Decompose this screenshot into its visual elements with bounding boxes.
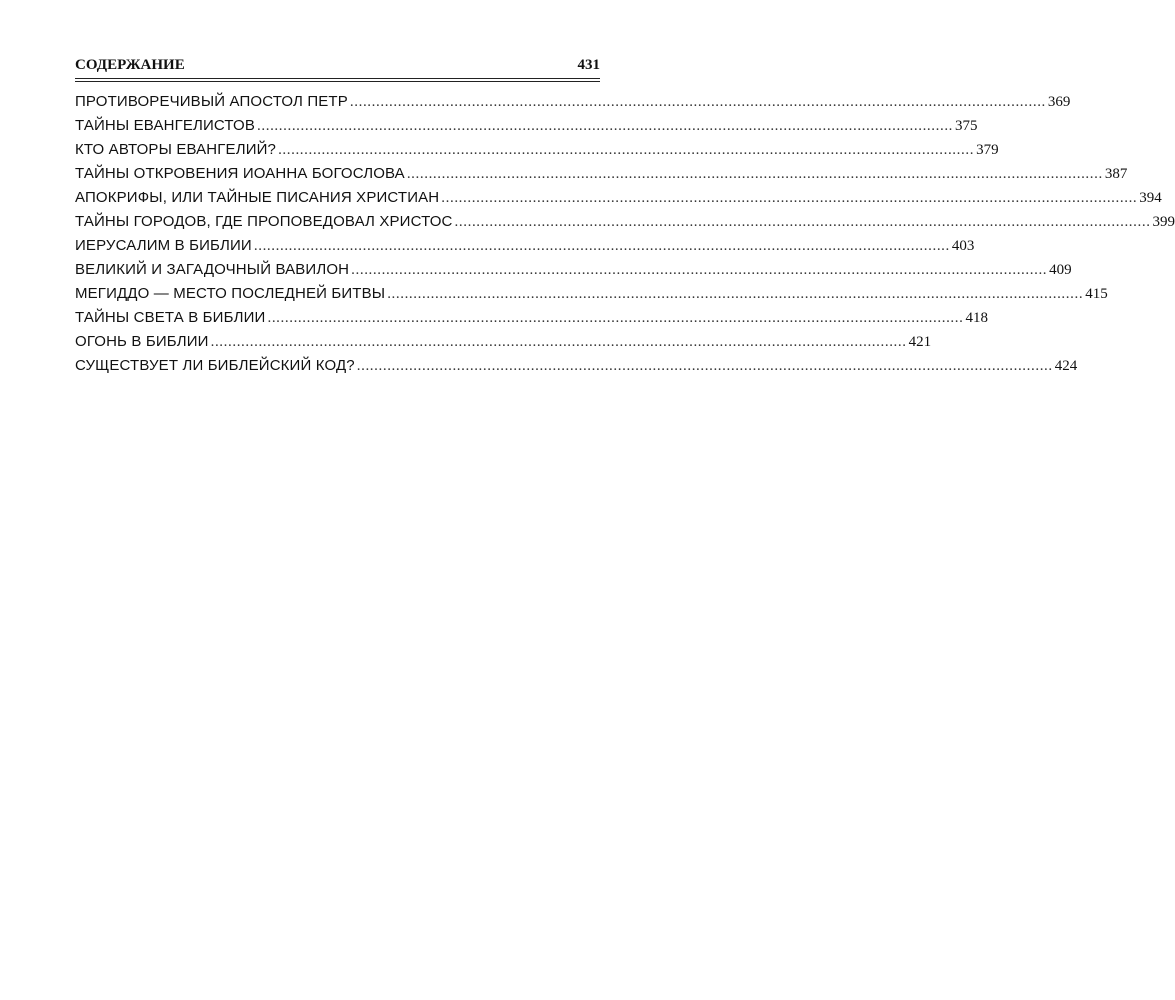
toc-entry [75,258,1072,282]
toc-dot-leader: ................................................................................................................................................................ [253,238,950,254]
toc-entry-title: ТАЙНЫ ГОРОДОВ, ГДЕ ПРОПОВЕДОВАЛ ХРИСТОС [75,213,453,230]
toc-entry-page: 424 [1054,358,1078,374]
toc-entry-page: 418 [965,310,988,326]
header-rule-thin [75,81,600,82]
toc-entry-title: ОГОНЬ В БИБЛИИ [75,333,209,350]
toc-entry-title: ТАЙНЫ СВЕТА В БИБЛИИ [75,309,266,326]
toc-dot-leader: ................................................................................................................................................................ [454,214,1151,230]
toc-dot-leader: ................................................................................................................................................................ [441,190,1138,206]
toc-dot-leader: ................................................................................................................................................................ [267,310,964,326]
toc-entry-page: 415 [1085,286,1108,302]
toc-entry [75,354,1078,378]
toc-entry [75,306,988,330]
running-header [75,56,600,74]
toc-entry-page: 375 [955,118,978,134]
toc-entry-title: АПОКРИФЫ, ИЛИ ТАЙНЫЕ ПИСАНИЯ ХРИСТИАН [75,189,440,206]
toc-entry-title: ПРОТИВОРЕЧИВЫЙ АПОСТОЛ ПЕТР [75,93,348,110]
table-of-contents [75,90,1175,378]
toc-entry-title: КТО АВТОРЫ ЕВАНГЕЛИЙ? [75,141,277,158]
section-title: СОДЕРЖАНИЕ [75,57,185,73]
toc-entry-page: 421 [908,334,932,350]
toc-entry-title: СУЩЕСТВУЕТ ЛИ БИБЛЕЙСКИЙ КОД? [75,357,355,374]
toc-dot-leader: ................................................................................................................................................................ [278,142,975,158]
toc-entry-title: МЕГИДДО — МЕСТО ПОСЛЕДНЕЙ БИТВЫ [75,285,386,302]
toc-entry-title: ТАЙНЫ ЕВАНГЕЛИСТОВ [75,117,256,134]
toc-entry-page: 387 [1104,166,1128,182]
toc-entry-title: ВЕЛИКИЙ И ЗАГАДОЧНЫЙ ВАВИЛОН [75,261,350,278]
toc-entry-title: ИЕРУСАЛИМ В БИБЛИИ [75,237,252,254]
toc-dot-leader: ................................................................................................................................................................ [387,286,1084,302]
toc-entry-page: 403 [951,238,975,254]
book-page [75,56,1175,378]
page-number: 431 [577,57,600,73]
toc-entry-page: 379 [976,142,999,158]
toc-dot-leader: ................................................................................................................................................................ [349,94,1046,110]
toc-entry [75,186,1162,210]
toc-entry [75,138,999,162]
toc-entry [75,90,1071,114]
toc-entry [75,282,1108,306]
toc-dot-leader: ................................................................................................................................................................ [210,334,907,350]
toc-dot-leader: ................................................................................................................................................................ [257,118,954,134]
toc-entry [75,330,932,354]
toc-entry [75,114,978,138]
toc-dot-leader: ................................................................................................................................................................ [351,262,1048,278]
toc-entry-page: 394 [1139,190,1162,206]
toc-entry-page: 399 [1152,214,1175,230]
toc-dot-leader: ................................................................................................................................................................ [356,358,1053,374]
toc-entry-title: ТАЙНЫ ОТКРОВЕНИЯ ИОАННА БОГОСЛОВА [75,165,405,182]
toc-entry-page: 409 [1049,262,1072,278]
toc-entry [75,162,1128,186]
toc-entry-page: 369 [1047,94,1071,110]
toc-dot-leader: ................................................................................................................................................................ [406,166,1103,182]
header-rule [75,78,600,79]
toc-entry [75,234,975,258]
toc-entry [75,210,1175,234]
